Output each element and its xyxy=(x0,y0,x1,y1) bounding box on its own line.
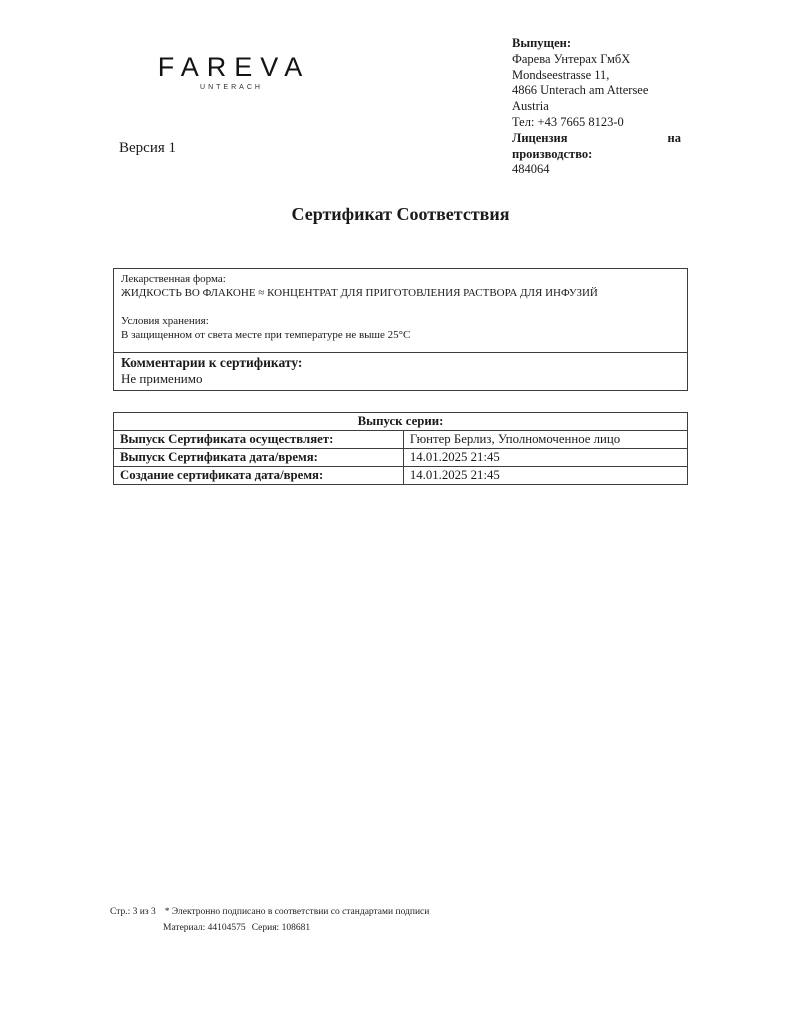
footer-line-1 xyxy=(110,905,429,921)
release-table xyxy=(113,412,688,485)
details-row-comments xyxy=(114,352,687,390)
release-table-header: Выпуск серии: xyxy=(114,413,688,431)
issuer-block xyxy=(512,36,681,178)
release-by-value: Гюнтер Берлиз, Уполномоченное лицо xyxy=(403,431,687,449)
dosage-form-value: ЖИДКОСТЬ ВО ФЛАКОНЕ ≈ КОНЦЕНТРАТ ДЛЯ ПРИГОТОВЛЕНИЯ РАСТВОРА ДЛЯ ИНФУЗИЙ xyxy=(121,287,598,299)
row-spacer xyxy=(121,300,680,314)
release-datetime-value: 14.01.2025 21:45 xyxy=(403,449,687,467)
release-datetime-label: Выпуск Сертификата дата/время: xyxy=(114,449,404,467)
footer-line-2 xyxy=(110,921,429,937)
issuer-company: Фарева Унтерах ГмбХ xyxy=(512,51,631,66)
issuer-street: Mondseestrasse 11, xyxy=(512,67,610,82)
table-row xyxy=(114,449,688,467)
page-number: Стр.: 3 из 3 xyxy=(110,907,156,917)
version-label: Версия 1 xyxy=(119,140,176,156)
license-label-line2: производство: xyxy=(512,146,593,161)
details-table xyxy=(113,268,688,391)
license-word-a: Лицензия xyxy=(512,130,568,145)
issuer-title: Выпущен: xyxy=(512,36,572,50)
dosage-form-label: Лекарственная форма: xyxy=(121,273,226,285)
table-row xyxy=(114,467,688,485)
series-number: Серия: 108681 xyxy=(251,922,311,933)
logo-wordmark: FAREVA xyxy=(157,52,311,82)
logo-site-subtext: UNTERACH xyxy=(200,84,263,91)
creation-datetime-value: 14.01.2025 21:45 xyxy=(403,467,687,485)
storage-value: В защищенном от света месте при температуре не выше 25°C xyxy=(121,329,411,341)
document-title: Сертификат Соответствия xyxy=(291,204,510,224)
issuer-phone: Тел: +43 7665 8123-0 xyxy=(512,114,624,129)
page-footer xyxy=(110,905,429,936)
release-by-label: Выпуск Сертификата осуществляет: xyxy=(114,431,404,449)
issuer-country: Austria xyxy=(512,99,549,114)
license-number: 484064 xyxy=(512,162,550,177)
issuer-city: 4866 Unterach am Attersee xyxy=(512,83,649,98)
license-word-b: на xyxy=(667,130,681,145)
material-number: Материал: 44104575 xyxy=(163,922,246,933)
creation-datetime-label: Создание сертификата дата/время: xyxy=(114,467,404,485)
table-header-row xyxy=(114,413,688,431)
details-row-form-storage xyxy=(114,269,687,352)
signature-note: * Электронно подписано в соответствии со стандартами подписи xyxy=(164,907,430,917)
comments-value: Не применимо xyxy=(121,371,203,386)
license-label-line1 xyxy=(512,131,681,147)
comments-label: Комментарии к сертификату: xyxy=(121,355,303,370)
fareva-logo xyxy=(138,52,322,91)
table-row xyxy=(114,431,688,449)
storage-label: Условия хранения: xyxy=(121,315,209,327)
